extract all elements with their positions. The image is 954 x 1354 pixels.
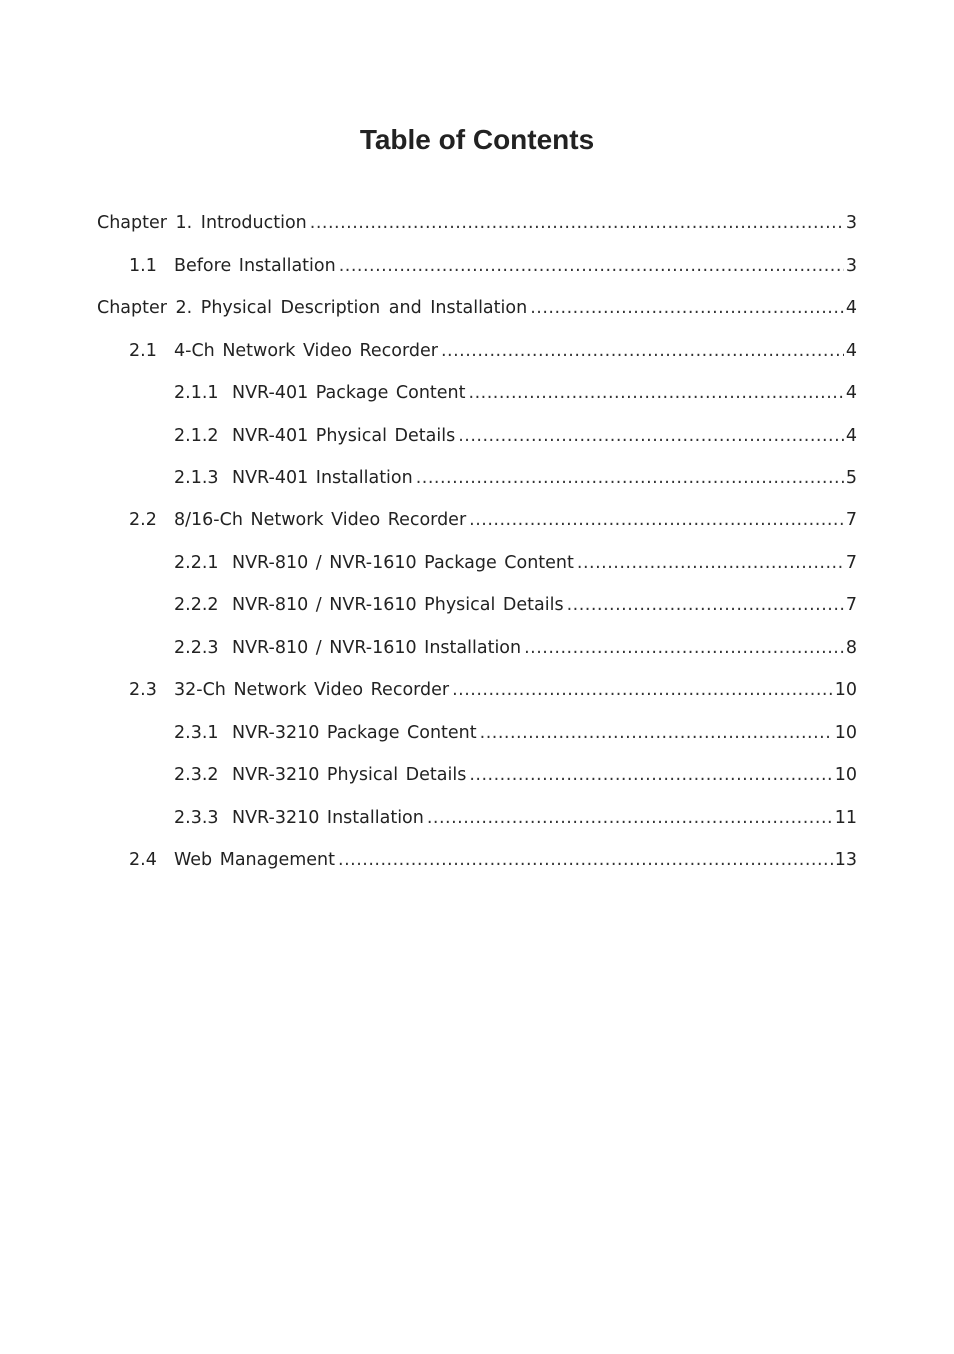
toc-entry-label: 4-Ch Network Video Recorder [174,341,438,361]
toc-dot-leader [458,423,844,449]
toc-entry-page: 13 [834,850,857,870]
toc-entry-label: NVR-3210 Installation [232,808,424,828]
toc-entry-label: Chapter 2. Physical Description and Installation [97,298,528,318]
toc-entry-number: 2.1.3 [174,468,219,488]
toc-entry-2-3[interactable] [129,677,857,703]
toc-entry-2-1-3[interactable] [174,465,857,491]
toc-entry-page: 4 [845,383,857,403]
toc-entry-label: NVR-401 Installation [232,468,413,488]
toc-entry-page: 5 [845,468,857,488]
toc-entry-label: Chapter 1. Introduction [97,213,307,233]
toc-entry-number: 2.4 [129,850,157,870]
toc-entry-label: 32-Ch Network Video Recorder [174,680,450,700]
toc-dot-leader [338,847,833,873]
toc-entry-label: 8/16-Ch Network Video Recorder [174,510,467,530]
toc-entry-number: 2.3 [129,680,157,700]
toc-entry-number: 2.2.1 [174,553,219,573]
toc-entry-number: 2.2 [129,510,157,530]
toc-entry-2-4[interactable] [129,847,857,873]
toc-dot-leader [469,762,832,788]
toc-dot-leader [469,507,844,533]
toc-entry-page: 10 [834,765,857,785]
toc-entry-label: NVR-810 / NVR-1610 Installation [232,638,522,658]
toc-entry-2-2[interactable] [129,507,857,533]
toc-entry-page: 11 [834,808,857,828]
toc-entry-2-1-1[interactable] [174,380,857,406]
toc-entry-number: 2.3.2 [174,765,219,785]
toc-dot-leader [427,805,833,831]
toc-entry-2-2-3[interactable] [174,635,857,661]
toc-entry-number: 2.3.1 [174,723,219,743]
toc-entry-page: 3 [845,213,857,233]
toc-entry-chapter-1[interactable] [97,210,857,236]
toc-dot-leader [567,592,844,618]
toc-dot-leader [524,635,844,661]
toc-entry-label: NVR-401 Package Content [232,383,466,403]
toc-entry-page: 7 [845,510,857,530]
toc-dot-leader [577,550,844,576]
toc-entry-number: 2.2.2 [174,595,219,615]
toc-entry-page: 4 [845,298,857,318]
toc-dot-leader [530,295,844,321]
page-title: Table of Contents [359,124,595,155]
toc-entry-label: NVR-3210 Physical Details [232,765,467,785]
toc-entry-label: NVR-810 / NVR-1610 Package Content [232,553,574,573]
toc-entry-label: NVR-401 Physical Details [232,426,456,446]
toc-entry-number: 2.1.1 [174,383,219,403]
toc-entry-page: 7 [845,595,857,615]
toc-dot-leader [441,338,844,364]
toc-entry-2-1[interactable] [129,338,857,364]
toc-entry-label: NVR-810 / NVR-1610 Physical Details [232,595,564,615]
toc-entry-label: Before Installation [174,256,336,276]
toc-entry-number: 2.1 [129,341,157,361]
toc-entry-page: 3 [845,256,857,276]
toc-entry-2-3-2[interactable] [174,762,857,788]
toc-entry-page: 7 [845,553,857,573]
toc-entry-2-1-2[interactable] [174,423,857,449]
toc-dot-leader [416,465,844,491]
toc-entry-page: 8 [845,638,857,658]
toc-entry-page: 10 [834,680,857,700]
toc-entry-number: 1.1 [129,256,157,276]
toc-entry-2-2-2[interactable] [174,592,857,618]
toc-entry-1-1[interactable] [129,253,857,279]
toc-entry-page: 4 [845,341,857,361]
toc-entry-number: 2.3.3 [174,808,219,828]
toc-entry-page: 10 [834,723,857,743]
toc-entry-number: 2.1.2 [174,426,219,446]
toc-entry-number: 2.2.3 [174,638,219,658]
toc-entry-2-3-3[interactable] [174,805,857,831]
toc-dot-leader [480,720,833,746]
toc-entry-2-2-1[interactable] [174,550,857,576]
toc-entry-2-3-1[interactable] [174,720,857,746]
toc-entry-chapter-2[interactable] [97,295,857,321]
toc-dot-leader [469,380,844,406]
toc-entry-label: NVR-3210 Package Content [232,723,477,743]
toc-dot-leader [339,253,844,279]
toc-dot-leader [452,677,833,703]
toc-entry-page: 4 [845,426,857,446]
toc-dot-leader [310,210,844,236]
toc-entry-label: Web Management [174,850,335,870]
